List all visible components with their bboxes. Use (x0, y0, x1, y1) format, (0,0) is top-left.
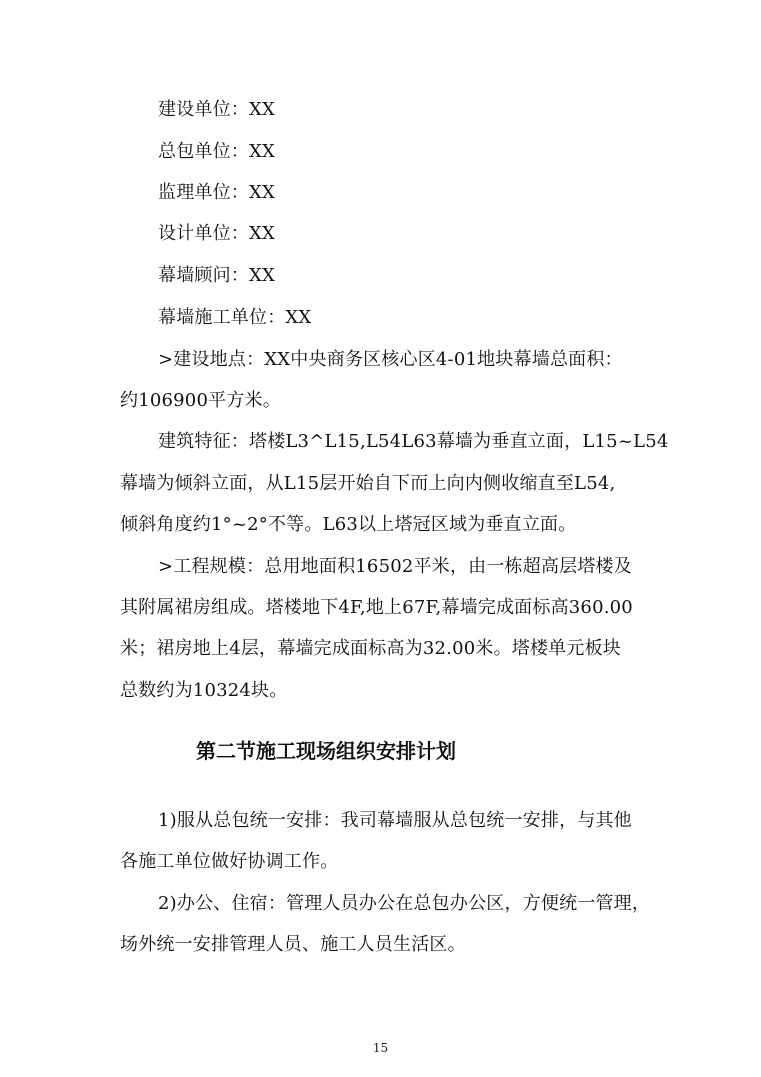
info-general-contractor: 总包单位：XX (158, 141, 276, 162)
info-designer: 设计单位：XX (158, 223, 276, 244)
item-1-line-2: 各施工单位做好协调工作。 (120, 851, 339, 872)
scale-line-4: 总数约为10324块。 (120, 680, 288, 701)
info-curtain-wall-consultant: 幕墙顾问：XX (158, 265, 276, 286)
scale-line-2: 其附属裙房组成。塔楼地下4F,地上67F,幕墙完成面标高360.00 (120, 597, 633, 618)
location-line-2: 约106900平方米。 (120, 390, 281, 411)
page-number: 15 (372, 1041, 389, 1055)
location-line-1: >建设地点：XX中央商务区核心区4-01地块幕墙总面积： (158, 349, 623, 370)
info-owner: 建设单位：XX (158, 99, 276, 120)
scale-line-3: 米；裙房地上4层，幕墙完成面标高为32.00米。塔楼单元板块 (120, 638, 621, 659)
section-heading: 第二节施工现场组织安排计划 (196, 739, 456, 763)
item-2-line-1: 2)办公、住宿：管理人员办公在总包办公区，方便统一管理， (158, 893, 651, 914)
info-curtain-wall-contractor: 幕墙施工单位：XX (158, 307, 312, 328)
item-2-line-2: 场外统一安排管理人员、施工人员生活区。 (120, 934, 466, 955)
features-line-2: 幕墙为倾斜立面，从L15层开始自下而上向内侧收缩直至L54, (120, 473, 616, 494)
features-line-1: 建筑特征：塔楼L3^L15,L54L63幕墙为垂直立面，L15~L54 (158, 431, 669, 452)
item-1-line-1: 1)服从总包统一安排：我司幕墙服从总包统一安排，与其他 (158, 810, 632, 831)
features-line-3: 倾斜角度约1°~2°不等。L63以上塔冠区域为垂直立面。 (120, 514, 577, 535)
scale-line-1: >工程规模：总用地面积16502平米，由一栋超高层塔楼及 (158, 556, 632, 577)
info-supervisor: 监理单位：XX (158, 182, 276, 203)
